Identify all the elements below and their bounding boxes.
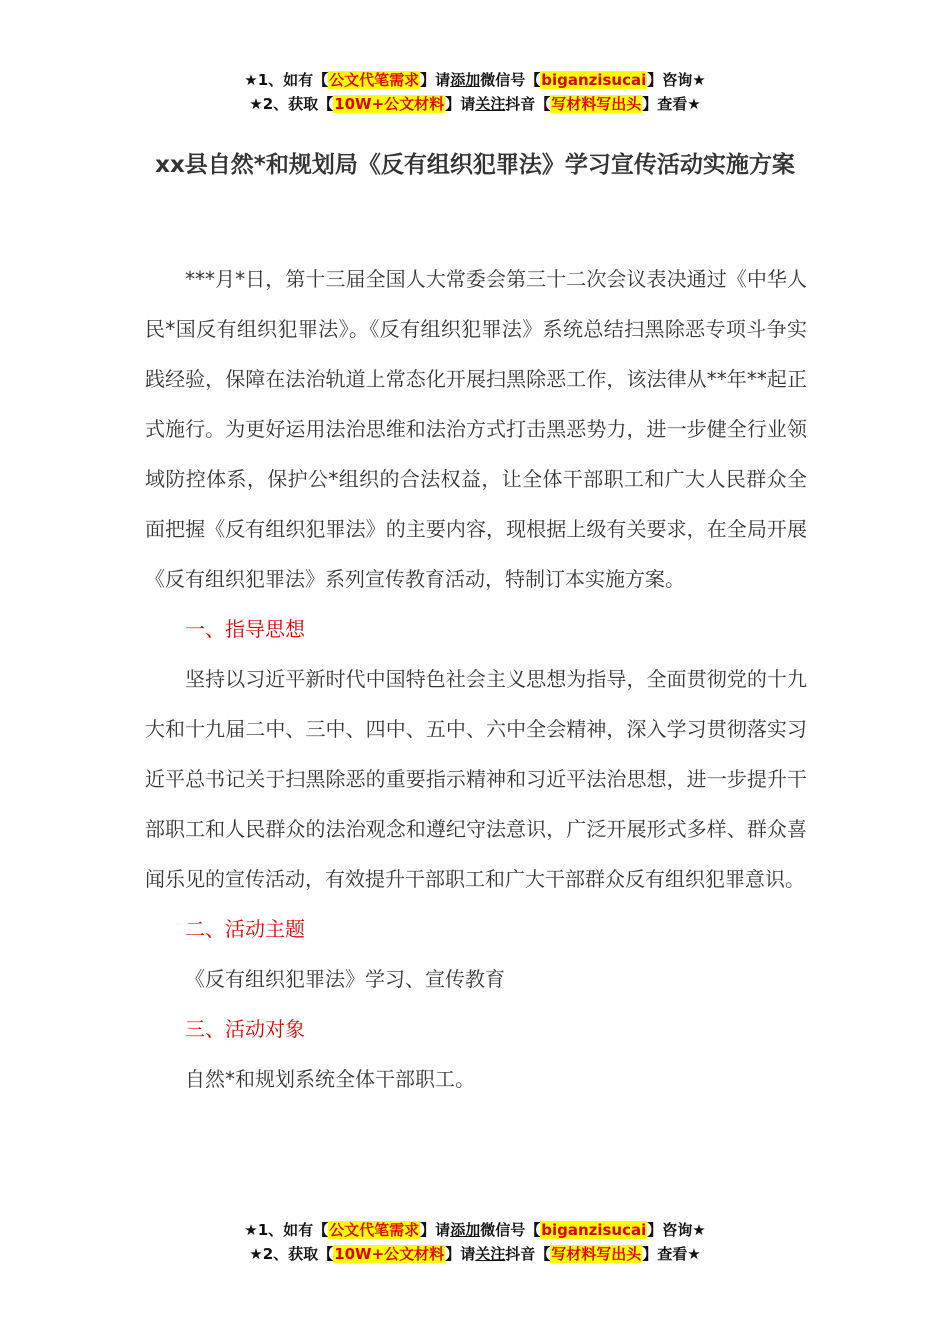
banner-text: 】请 [445,95,476,113]
document-body [145,254,807,1104]
section-body-2: 《反有组织犯罪法》学习、宣传教育 [185,967,505,991]
banner-text: 】请 [420,71,451,89]
banner-highlight: biganzisucai [541,1221,647,1239]
banner-line-1 [0,68,950,92]
banner-text: 】查看★ [642,1245,701,1263]
section-body-3: 自然*和规划系统全体干部职工。 [185,1067,475,1091]
banner-text: ★2、获取【 [249,1245,334,1263]
section-heading-2: 二、活动主题 [185,917,305,941]
section-body-1: 坚持以习近平新时代中国特色社会主义思想为指导，全面贯彻党的十九大和十九届二中、三中、四中、五中、六中全会精神，深入学习贯彻落实习近平总书记关于扫黑除恶的重要指示精神和习近平法治思想，进一步提升干部职工和人民群众的法治观念和遵纪守法意识，广泛开展形式多样、群众喜闻乐见的宣传活动，有效提升干部职工和广大干部群众反有组织犯罪意识。 [145,667,807,891]
banner-text: 抖音【 [505,95,551,113]
banner-highlight: biganzisucai [541,71,647,89]
banner-underlined: 添加 [450,1221,481,1239]
banner-underlined: 关注 [475,95,506,113]
bottom-banner [0,1218,950,1266]
banner-highlight: 公文代笔需求 [329,1221,420,1239]
section-heading-3: 三、活动对象 [185,1017,305,1041]
banner-highlight: 10W+公文材料 [334,1245,445,1263]
section-heading-1: 一、指导思想 [185,617,305,641]
banner-text: ★1、如有【 [244,1221,329,1239]
banner-text: 微信号【 [480,71,541,89]
banner-highlight: 写材料写出头 [551,1245,642,1263]
banner-text: 】请 [420,1221,451,1239]
intro-paragraph: ***月*日，第十三届全国人大常委会第三十二次会议表决通过《中华人民*国反有组织犯罪法》。《反有组织犯罪法》系统总结扫黑除恶专项斗争实践经验，保障在法治轨道上常态化开展扫黑除恶工作，该法律从**年**起正式施行。为更好运用法治思维和法治方式打击黑恶势力，进一步健全行业领域防控体系，保护公*组织的合法权益，让全体干部职工和广大人民群众全面把握《反有组织犯罪法》的主要内容，现根据上级有关要求，在全局开展《反有组织犯罪法》系列宣传教育活动，特制订本实施方案。 [145,267,807,591]
banner-text: 】请 [445,1245,476,1263]
banner-highlight: 10W+公文材料 [334,95,445,113]
banner-text: 抖音【 [505,1245,551,1263]
banner-underlined: 添加 [450,71,481,89]
banner-text: 】查看★ [642,95,701,113]
banner-text: ★1、如有【 [244,71,329,89]
banner-text: 】咨询★ [647,1221,706,1239]
banner-highlight: 写材料写出头 [551,95,642,113]
banner-line-2 [0,92,950,116]
banner-line-1 [0,1218,950,1242]
banner-text: 】咨询★ [647,71,706,89]
banner-text: 微信号【 [480,1221,541,1239]
banner-line-2 [0,1242,950,1266]
top-banner [0,68,950,116]
banner-text: ★2、获取【 [249,95,334,113]
document-title: xx县自然*和规划局《反有组织犯罪法》学习宣传活动实施方案 [155,152,795,178]
banner-highlight: 公文代笔需求 [329,71,420,89]
banner-underlined: 关注 [475,1245,506,1263]
